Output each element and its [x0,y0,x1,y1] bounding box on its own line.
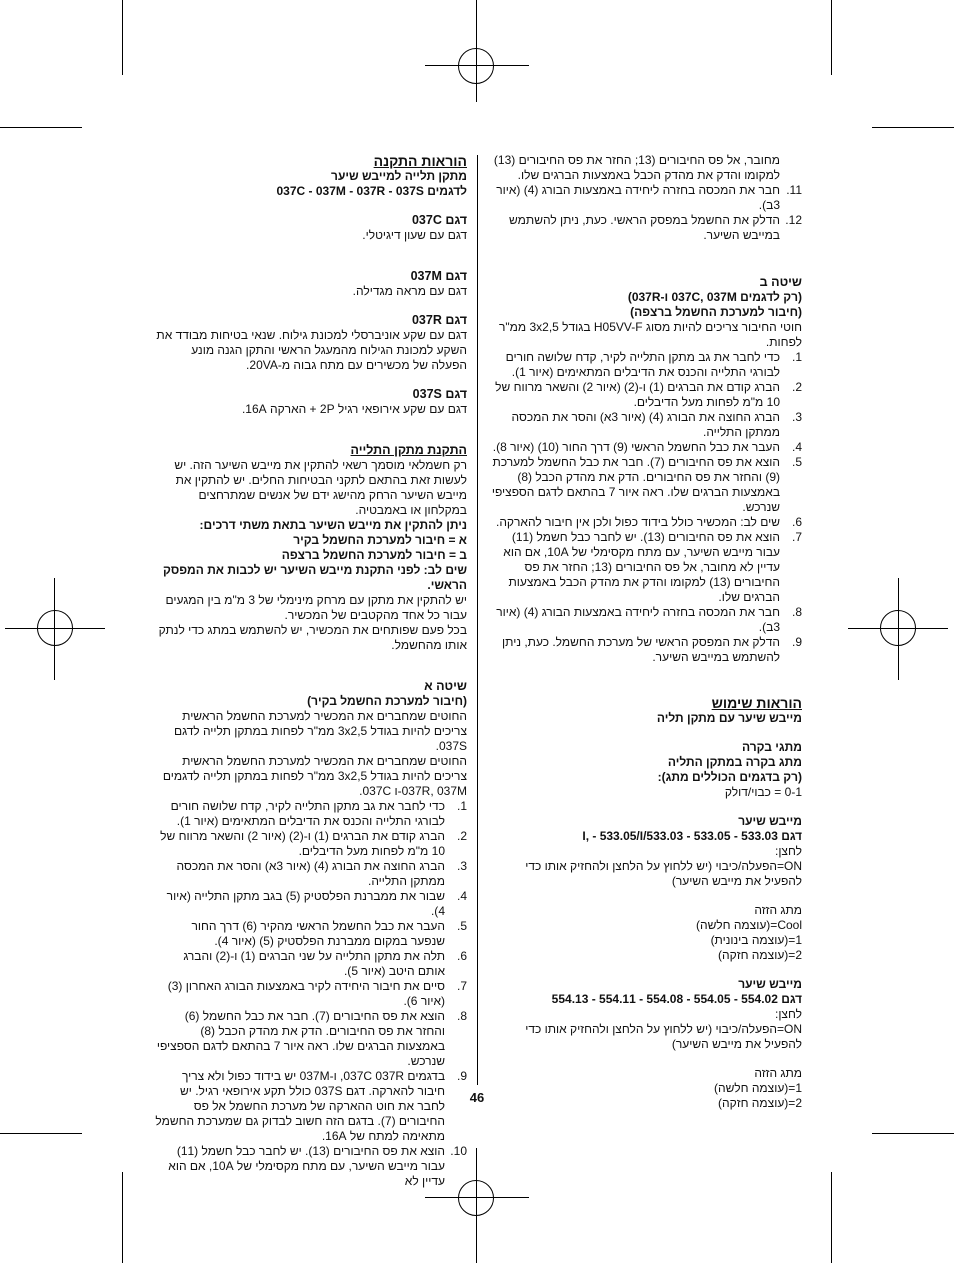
continued-text: מחובר, אל פס החיבורים (13; החזר את פס החיבורים (13) למקומו והדק את מהדק הכבל באמצעות הברגים שלו. [493,153,780,182]
list-item: 8. הוצא את פס החיבורים (7). חבר את כבל החשמל (6) והחזר את פס החיבורים. הדק את מהדק הכבל (8) באמצעות הברגים שלו. ראה איור 7 בהתאם לדגם הספציפי שנרכש. [156,1009,467,1068]
model-heading: דגם 037C [411,213,467,227]
system-a-subheading: (חיבור למערכת החשמל בקיר) [307,694,467,708]
list-item: 9. בדגמים 037C 037R, ו-037M יש בידוד כפול ולא צריך חיבור להארקה. דגם 037S כולל תקע אירופאי רגיל. יש לחבר את חוט ההארקה של מערכת החשמל אל פס החיבורים (7). בדגם הזה חשוב לבדוק גם שמערכת החשמל מתאימה למתח של 16A. [155,1069,467,1143]
list-item: 7. סיים את חיבור היחידה לקיר באמצעות הבורג האחרון (3) (איור 6). [167,979,467,1008]
warning-text: שים לב: לפני התקנת מייבש השיער יש לכבות את המפסק הראשי. [162,563,467,592]
list-item: 6. שים לב: המכשיר כולל בידוד כפול ולכן אין חיבור להארקה. [495,515,802,529]
switches-text: מתג בקרה במתקן התליה [667,755,802,769]
list-item: 4. העבר את כבל החשמל הראשי (9) דרך החור (10) (איור 8). [492,440,802,454]
slider-value: 2=(עוצמה חזקה) [718,1096,802,1110]
subtitle-models: לדגמים 037C - 037M - 037R - 037S [276,184,467,198]
system-b-subheading: (חיבור למערכת החשמל ברצפה) [630,305,802,319]
list-item: 3. הברג החוצה את הבורג (4) (איור 3א) והסר את המכסה ממתקן התלייה. [511,410,802,439]
model-text: דגם עם שעון דיגיטלי. [362,228,467,242]
disconnect-text: בכל פעם שפותחים את המכשיר, יש להשתמש במתג כדי לנתק אותו מהחשמל. [158,623,467,652]
left-column [488,153,802,1111]
usage-heading: הוראות שימוש [711,695,802,711]
system-b-subheading: (רק לדגמים 037C, 037M ו-037R) [627,290,802,304]
switches-text: (רק בדגמים הכוללים מתג): [657,770,802,784]
ways-text: א = חיבור למערכת החשמל בקיר [293,533,467,547]
list-item: 10. הוצא את פס החיבורים (13). יש לחבר כבל חשמל (11) עבור מייבש השיער, עם מתח מקסימלי של 10A, אם הוא עדיין לא [168,1144,467,1188]
slider-value: 1=(עוצמה חלשה) [713,1081,802,1095]
hairdryer-heading: מייבש שיער [738,977,802,991]
list-item: 9. הדלק את המפסק הראשי של מערכת החשמל. כעת, ניתן להשתמש במייבש השיער. [502,635,802,664]
right-column [155,153,467,1189]
list-item: 5. העבר את כבל החשמל הראשי מהקיר (6) דרך החור שנפער במקום ממברנת הפלסטיק (5) (איור 4). [191,919,467,948]
button-label: לחצן: [774,844,802,858]
model-text: דגם עם שקע אוניברסלי למכונת גילוח. שנאי בטיחות מבודד את השקע למכונת הגילוח מהמעגל הראשי והתקן הגנה מונע הפעלה של מכשירים עם מתח גבוה מ-20VA. [156,328,467,372]
ways-text: ב = חיבור למערכת החשמל ברצפה [281,548,467,562]
system-a-heading: שיטה א [424,679,467,693]
switches-heading: מתגי בקרה [742,740,802,754]
model-text: דגם עם מראה מגדילה. [352,284,467,298]
hairdryer-models: דגם 533.03 - 533.05 - 533.03/I, - 533.05/I [582,829,802,843]
subtitle: מתקן תלייה למייבש שיער [331,169,467,183]
installation-text: רק חשמלאי מוסמך רשאי להתקין את מייבש השיער הזה. יש לעשות זאת בהתאם לתקני הבטיחות החלים. יש להתקין את מייבש השיער הרחק מהישג ידם של אנשים שמתרחצים במקלחון או באמבטיה. [174,458,467,517]
section-title: הוראות התקנה [373,153,467,169]
installation-heading: התקנת מתקן התלייה [350,443,467,457]
list-item: 7. הוצא את פס החיבורים (13). יש לחבר כבל חשמל (11) עבור מייבש השיער, עם מתח מקסימלי של 10A, אם הוא עדיין לא מחובר, אל פס החיבורים (13; החזר את פס החיבורים (13) למקומו והדק את מהדק הכבל באמצעות הברגים שלו. [503,530,802,604]
distance-text: יש להתקין את מתקן עם מרחק מינימלי של 3 מ"מ בין המגעים עבור כל אחד מהקטבים של המכשיר. [165,593,467,622]
slider-label: מתג הזזה [754,903,802,917]
slider-value: 2=(עוצמה חזקה) [718,948,802,962]
system-a-text: החוטים שמחברים את המכשיר למערכת החשמל הראשית צריכים להיות בגודל 3x2,5 ממ"ר לפחות במתקן תלייה לדגמים 037R, 037M-ו 037C. [162,754,467,798]
list-item: 5. הוצא את פס החיבורים (7). חבר את כבל החשמל למערכת (9) והחזר את פס החיבורים. הדק את מהדק הכבל (8) באמצעות הברגים שלו. ראה איור 7 בהתאם לדגם הספציפי שנרכש. [491,455,802,514]
model-heading: דגם 037R [411,313,467,327]
steps-continued-list [488,183,802,243]
page-number: 46 [469,1090,485,1105]
system-a-text: החוטים שמחברים את המכשיר למערכת החשמל הראשית צריכים להיות בגודל 3x2,5 ממ"ר לפחות במתקן תלייה לדגם 037S. [173,709,467,753]
list-item: 8. חבר את המכסה בחזרה ליחידה באמצעות הבורג (4) (איור 3ב). [496,605,802,634]
steps-a-list [155,799,467,1189]
model-text: דגם עם שקע אירופאי רגיל 2P + הארקה 16A. [241,402,467,416]
list-item: 1. כדי לחבר את גב מתקן התלייה לקיר, קדח שלושה חורים לבורגי התלייה והכנס את הדיבלים המתאימים (איור 1). [505,350,802,379]
list-item: 2. הברג קודם את הברגים (1) ו-(2) (איור 2) והשאר מרווח של 10 מ"מ לפחות מעל הדיבלים. [495,380,802,409]
steps-b-list [488,350,802,665]
list-item: 4. שבור את ממברנת הפלסטיק (5) בגב מתקן התלייה (איור 4). [166,889,467,918]
ways-text: ניתן להתקין את מייבש השיער בתאת משתי דרכים: [199,518,467,532]
list-item: 1. כדי לחבר את גב מתקן התלייה לקיר, קדח שלושה חורים לבורגי התלייה והכנס את הדיבלים המתאימים (איור 1). [170,799,467,828]
button-desc: ON=הפעלה/כיבוי (יש ללחוץ על הלחצן ולהחזיק אותו כדי להפעיל את מייבש השיער) [525,1022,802,1051]
hairdryer-heading: מייבש שיער [738,814,802,828]
slider-label: מתג הזזה [754,1066,802,1080]
slider-value: Cool=(עוצמה חלשה) [695,918,802,932]
list-item: 12. הדלק את החשמל במפסק הראשי. כעת, ניתן להשתמש במייבש השיער. [509,213,802,242]
model-heading: דגם 037S [412,387,467,401]
list-item: 11. חבר את המכסה בחזרה ליחידה באמצעות הבורג (4) (איור 3ב). [496,183,802,212]
slider-value: 1=(עוצמה בינונית) [710,933,802,947]
button-desc: ON=הפעלה/כיבוי (יש ללחוץ על הלחצן ולהחזיק אותו כדי להפעיל את מייבש השיער) [525,859,802,888]
switches-value: 0-1 = כבוי/דולק [724,785,802,799]
list-item: 6. תלה את מתקן התלייה על שני הברגים (1) ו-(2) והברג אותם היטב (איור 5). [183,949,467,978]
button-label: לחצן: [774,1007,802,1021]
hairdryer-models: דגם 554.02 - 554.05 - 554.08 - 554.11 - 554.13 [551,992,802,1006]
list-item: 2. הברג קודם את הברגים (1) ו-(2) (איור 2) והשאר מרווח של 10 מ"מ לפחות מעל הדיבלים. [160,829,467,858]
usage-subheading: מייבש שיער עם מתקן תליה [656,711,802,725]
model-heading: דגם 037M [410,269,467,283]
list-item: 3. הברג החוצה את הבורג (4) (איור 3א) והסר את המכסה ממתקן התלייה. [176,859,467,888]
system-b-text: חוטי החיבור צריכים להיות מסוג H05VV-F בגודל 3x2,5 ממ"ר לפחות. [498,320,802,349]
system-b-heading: שיטה ב [759,275,802,289]
column-divider [477,155,478,1085]
